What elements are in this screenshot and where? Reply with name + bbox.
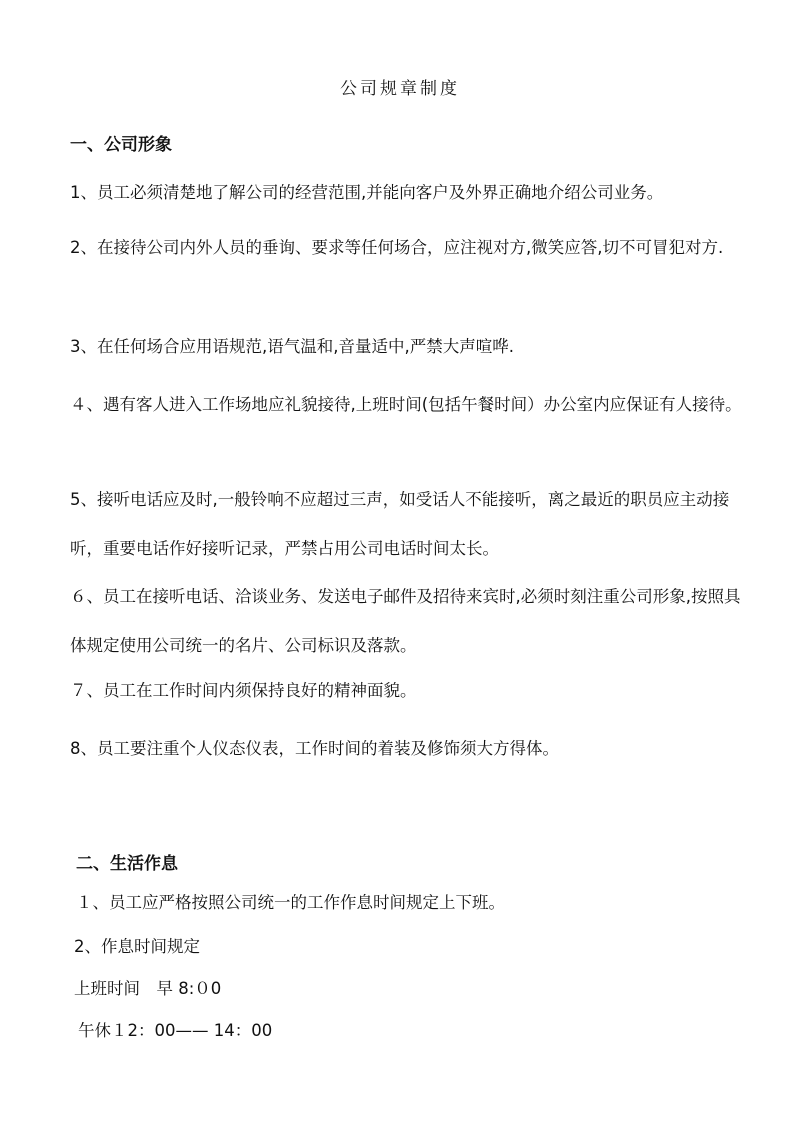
rule-item-5: 5、接听电话应及时,一般铃响不应超过三声，如受话人不能接听，离之最近的职员应主动接听，重要电话作好接听记录，严禁占用公司电话时间太长。: [70, 490, 730, 558]
rule-item-6: ６、员工在接听电话、洽谈业务、发送电子邮件及招待来宾时,必须时刻注重公司形象,按照具体规定使用公司统一的名片、公司标识及落款。: [70, 587, 741, 655]
rule-item-4: ４、遇有客人进入工作场地应礼貌接待,上班时间(包括午餐时间）办公室内应保证有人接待。: [70, 395, 742, 414]
document-title: 公司规章制度: [340, 79, 460, 99]
rule-item-3: 3、在任何场合应用语规范,语气温和,音量适中,严禁大声喧哗.: [70, 337, 514, 356]
section-heading-daily-schedule: 二、生活作息: [76, 854, 178, 874]
section-heading-company-image: 一、公司形象: [70, 135, 172, 155]
schedule-work-start: 上班时间 早 8:０0: [74, 979, 222, 998]
rule-item-2: 2、在接待公司内外人员的垂询、要求等任何场合，应注视对方,微笑应答,切不可冒犯对方.: [70, 238, 724, 257]
schedule-item-2: 2、作息时间规定: [74, 937, 200, 956]
schedule-item-1: １、员工应严格按照公司统一的工作作息时间规定上下班。: [76, 893, 505, 912]
rule-item-7: ７、员工在工作时间内须保持良好的精神面貌。: [70, 681, 417, 700]
rule-item-1: 1、员工必须清楚地了解公司的经营范围,并能向客户及外界正确地介绍公司业务。: [70, 183, 664, 202]
rule-item-8: 8、员工要注重个人仪态仪表，工作时间的着装及修饰须大方得体。: [70, 739, 559, 758]
schedule-lunch-break: 午休１2：00—— 14：00: [78, 1021, 273, 1040]
